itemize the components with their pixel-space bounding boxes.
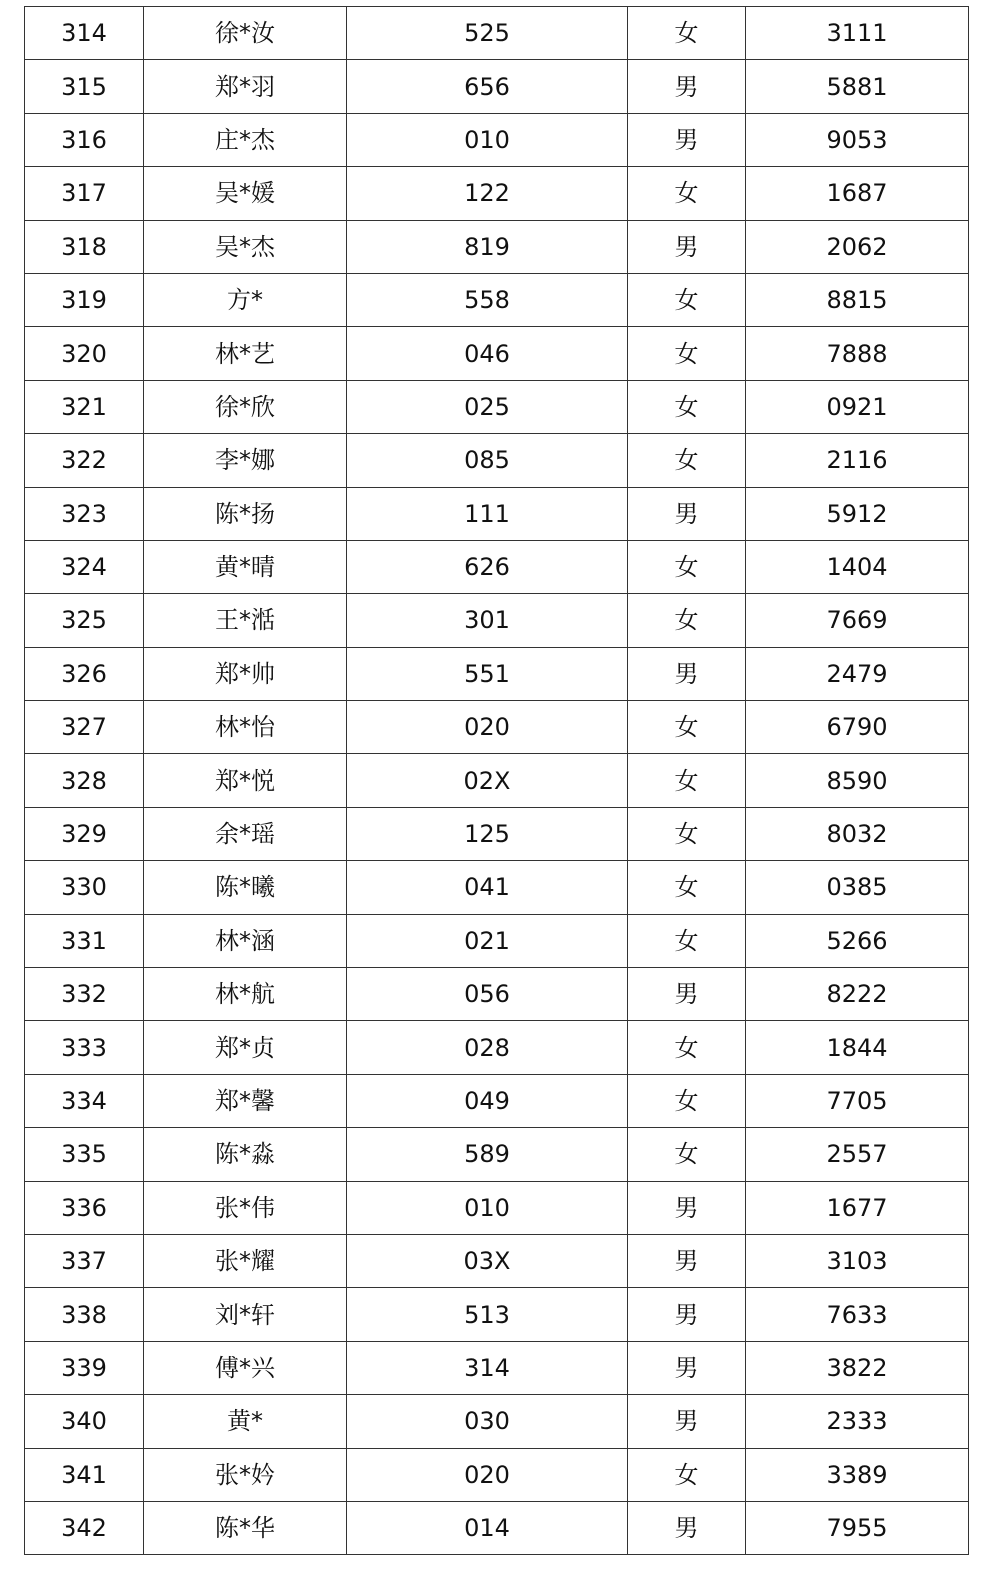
table-row: [25, 754, 969, 807]
cell-id-suffix: 014: [347, 1501, 628, 1554]
cell-phone-suffix: 1687: [746, 167, 969, 220]
cell-gender: 男: [628, 220, 746, 273]
cell-number: 337: [25, 1234, 144, 1287]
table-row: [25, 1395, 969, 1448]
cell-number: 330: [25, 861, 144, 914]
table-row: [25, 1448, 969, 1501]
table-row: [25, 807, 969, 860]
table-row: [25, 1181, 969, 1234]
cell-gender: 女: [628, 434, 746, 487]
cell-gender: 男: [628, 113, 746, 166]
cell-id-suffix: 122: [347, 167, 628, 220]
cell-phone-suffix: 5881: [746, 60, 969, 113]
cell-id-suffix: 314: [347, 1341, 628, 1394]
cell-number: 341: [25, 1448, 144, 1501]
cell-name: 方*: [144, 273, 347, 326]
cell-gender: 男: [628, 647, 746, 700]
cell-gender: 男: [628, 968, 746, 1021]
cell-id-suffix: 819: [347, 220, 628, 273]
cell-phone-suffix: 2333: [746, 1395, 969, 1448]
cell-id-suffix: 02X: [347, 754, 628, 807]
cell-gender: 女: [628, 594, 746, 647]
roster-table-container: [24, 6, 968, 1555]
cell-id-suffix: 525: [347, 7, 628, 60]
cell-name: 王*湉: [144, 594, 347, 647]
cell-number: 333: [25, 1021, 144, 1074]
cell-gender: 女: [628, 380, 746, 433]
cell-phone-suffix: 7633: [746, 1288, 969, 1341]
cell-phone-suffix: 7955: [746, 1501, 969, 1554]
table-row: [25, 7, 969, 60]
cell-number: 331: [25, 914, 144, 967]
cell-phone-suffix: 7669: [746, 594, 969, 647]
cell-gender: 女: [628, 273, 746, 326]
cell-id-suffix: 551: [347, 647, 628, 700]
cell-phone-suffix: 2062: [746, 220, 969, 273]
table-row: [25, 594, 969, 647]
table-row: [25, 434, 969, 487]
cell-id-suffix: 020: [347, 701, 628, 754]
cell-number: 336: [25, 1181, 144, 1234]
cell-number: 328: [25, 754, 144, 807]
cell-phone-suffix: 2116: [746, 434, 969, 487]
table-row: [25, 1021, 969, 1074]
table-row: [25, 701, 969, 754]
table-row: [25, 220, 969, 273]
cell-id-suffix: 028: [347, 1021, 628, 1074]
cell-number: 315: [25, 60, 144, 113]
cell-id-suffix: 558: [347, 273, 628, 326]
cell-name: 林*怡: [144, 701, 347, 754]
cell-name: 刘*轩: [144, 1288, 347, 1341]
cell-phone-suffix: 7705: [746, 1074, 969, 1127]
table-row: [25, 1341, 969, 1394]
cell-phone-suffix: 6790: [746, 701, 969, 754]
cell-number: 326: [25, 647, 144, 700]
cell-id-suffix: 030: [347, 1395, 628, 1448]
cell-number: 319: [25, 273, 144, 326]
cell-gender: 男: [628, 60, 746, 113]
table-row: [25, 1128, 969, 1181]
cell-name: 黄*: [144, 1395, 347, 1448]
table-row: [25, 167, 969, 220]
cell-name: 张*耀: [144, 1234, 347, 1287]
roster-table: [24, 6, 969, 1555]
cell-name: 陈*华: [144, 1501, 347, 1554]
cell-number: 314: [25, 7, 144, 60]
cell-phone-suffix: 2557: [746, 1128, 969, 1181]
cell-id-suffix: 056: [347, 968, 628, 1021]
cell-phone-suffix: 7888: [746, 327, 969, 380]
cell-gender: 女: [628, 1128, 746, 1181]
cell-name: 庄*杰: [144, 113, 347, 166]
cell-id-suffix: 656: [347, 60, 628, 113]
cell-gender: 男: [628, 1395, 746, 1448]
cell-phone-suffix: 8222: [746, 968, 969, 1021]
table-row: [25, 380, 969, 433]
cell-gender: 男: [628, 1341, 746, 1394]
cell-name: 傅*兴: [144, 1341, 347, 1394]
cell-name: 陈*淼: [144, 1128, 347, 1181]
cell-name: 吴*杰: [144, 220, 347, 273]
cell-id-suffix: 021: [347, 914, 628, 967]
table-row: [25, 273, 969, 326]
table-row: [25, 327, 969, 380]
table-row: [25, 647, 969, 700]
cell-number: 318: [25, 220, 144, 273]
cell-id-suffix: 085: [347, 434, 628, 487]
cell-name: 吴*媛: [144, 167, 347, 220]
cell-phone-suffix: 1844: [746, 1021, 969, 1074]
cell-gender: 女: [628, 861, 746, 914]
cell-id-suffix: 125: [347, 807, 628, 860]
cell-id-suffix: 010: [347, 113, 628, 166]
cell-id-suffix: 03X: [347, 1234, 628, 1287]
cell-id-suffix: 111: [347, 487, 628, 540]
table-row: [25, 1074, 969, 1127]
cell-gender: 女: [628, 327, 746, 380]
cell-number: 324: [25, 540, 144, 593]
cell-id-suffix: 025: [347, 380, 628, 433]
cell-number: 329: [25, 807, 144, 860]
cell-gender: 男: [628, 1288, 746, 1341]
cell-id-suffix: 513: [347, 1288, 628, 1341]
table-row: [25, 487, 969, 540]
cell-number: 325: [25, 594, 144, 647]
cell-number: 316: [25, 113, 144, 166]
cell-phone-suffix: 2479: [746, 647, 969, 700]
cell-number: 317: [25, 167, 144, 220]
cell-name: 林*航: [144, 968, 347, 1021]
cell-name: 陈*扬: [144, 487, 347, 540]
cell-phone-suffix: 8032: [746, 807, 969, 860]
cell-name: 黄*晴: [144, 540, 347, 593]
roster-table-body: [25, 7, 969, 1555]
table-row: [25, 914, 969, 967]
cell-name: 余*瑶: [144, 807, 347, 860]
cell-name: 张*妗: [144, 1448, 347, 1501]
table-row: [25, 968, 969, 1021]
cell-gender: 女: [628, 914, 746, 967]
cell-number: 332: [25, 968, 144, 1021]
cell-gender: 女: [628, 807, 746, 860]
cell-gender: 女: [628, 7, 746, 60]
cell-number: 327: [25, 701, 144, 754]
cell-phone-suffix: 0385: [746, 861, 969, 914]
cell-name: 徐*欣: [144, 380, 347, 433]
cell-number: 339: [25, 1341, 144, 1394]
cell-gender: 女: [628, 754, 746, 807]
cell-name: 徐*汝: [144, 7, 347, 60]
cell-number: 335: [25, 1128, 144, 1181]
cell-gender: 女: [628, 167, 746, 220]
cell-number: 342: [25, 1501, 144, 1554]
cell-phone-suffix: 5266: [746, 914, 969, 967]
cell-phone-suffix: 1677: [746, 1181, 969, 1234]
cell-name: 郑*馨: [144, 1074, 347, 1127]
cell-id-suffix: 049: [347, 1074, 628, 1127]
cell-gender: 女: [628, 540, 746, 593]
cell-name: 林*艺: [144, 327, 347, 380]
cell-gender: 男: [628, 487, 746, 540]
cell-gender: 女: [628, 1074, 746, 1127]
cell-id-suffix: 010: [347, 1181, 628, 1234]
cell-name: 陈*曦: [144, 861, 347, 914]
table-row: [25, 1501, 969, 1554]
cell-number: 334: [25, 1074, 144, 1127]
cell-phone-suffix: 3111: [746, 7, 969, 60]
cell-phone-suffix: 1404: [746, 540, 969, 593]
cell-name: 郑*帅: [144, 647, 347, 700]
cell-id-suffix: 041: [347, 861, 628, 914]
table-row: [25, 861, 969, 914]
cell-name: 张*伟: [144, 1181, 347, 1234]
table-row: [25, 1288, 969, 1341]
cell-phone-suffix: 5912: [746, 487, 969, 540]
cell-number: 340: [25, 1395, 144, 1448]
table-row: [25, 540, 969, 593]
cell-number: 321: [25, 380, 144, 433]
cell-phone-suffix: 3103: [746, 1234, 969, 1287]
cell-name: 李*娜: [144, 434, 347, 487]
table-row: [25, 113, 969, 166]
table-row: [25, 60, 969, 113]
cell-name: 郑*羽: [144, 60, 347, 113]
cell-id-suffix: 046: [347, 327, 628, 380]
cell-phone-suffix: 0921: [746, 380, 969, 433]
cell-phone-suffix: 3389: [746, 1448, 969, 1501]
cell-number: 320: [25, 327, 144, 380]
cell-gender: 男: [628, 1181, 746, 1234]
cell-id-suffix: 020: [347, 1448, 628, 1501]
cell-phone-suffix: 9053: [746, 113, 969, 166]
cell-id-suffix: 626: [347, 540, 628, 593]
cell-number: 338: [25, 1288, 144, 1341]
cell-number: 323: [25, 487, 144, 540]
cell-gender: 女: [628, 1448, 746, 1501]
cell-name: 林*涵: [144, 914, 347, 967]
cell-number: 322: [25, 434, 144, 487]
table-row: [25, 1234, 969, 1287]
cell-gender: 男: [628, 1234, 746, 1287]
cell-id-suffix: 589: [347, 1128, 628, 1181]
cell-gender: 女: [628, 701, 746, 754]
cell-gender: 女: [628, 1021, 746, 1074]
cell-name: 郑*悦: [144, 754, 347, 807]
cell-name: 郑*贞: [144, 1021, 347, 1074]
cell-phone-suffix: 3822: [746, 1341, 969, 1394]
cell-phone-suffix: 8590: [746, 754, 969, 807]
cell-id-suffix: 301: [347, 594, 628, 647]
cell-gender: 男: [628, 1501, 746, 1554]
cell-phone-suffix: 8815: [746, 273, 969, 326]
